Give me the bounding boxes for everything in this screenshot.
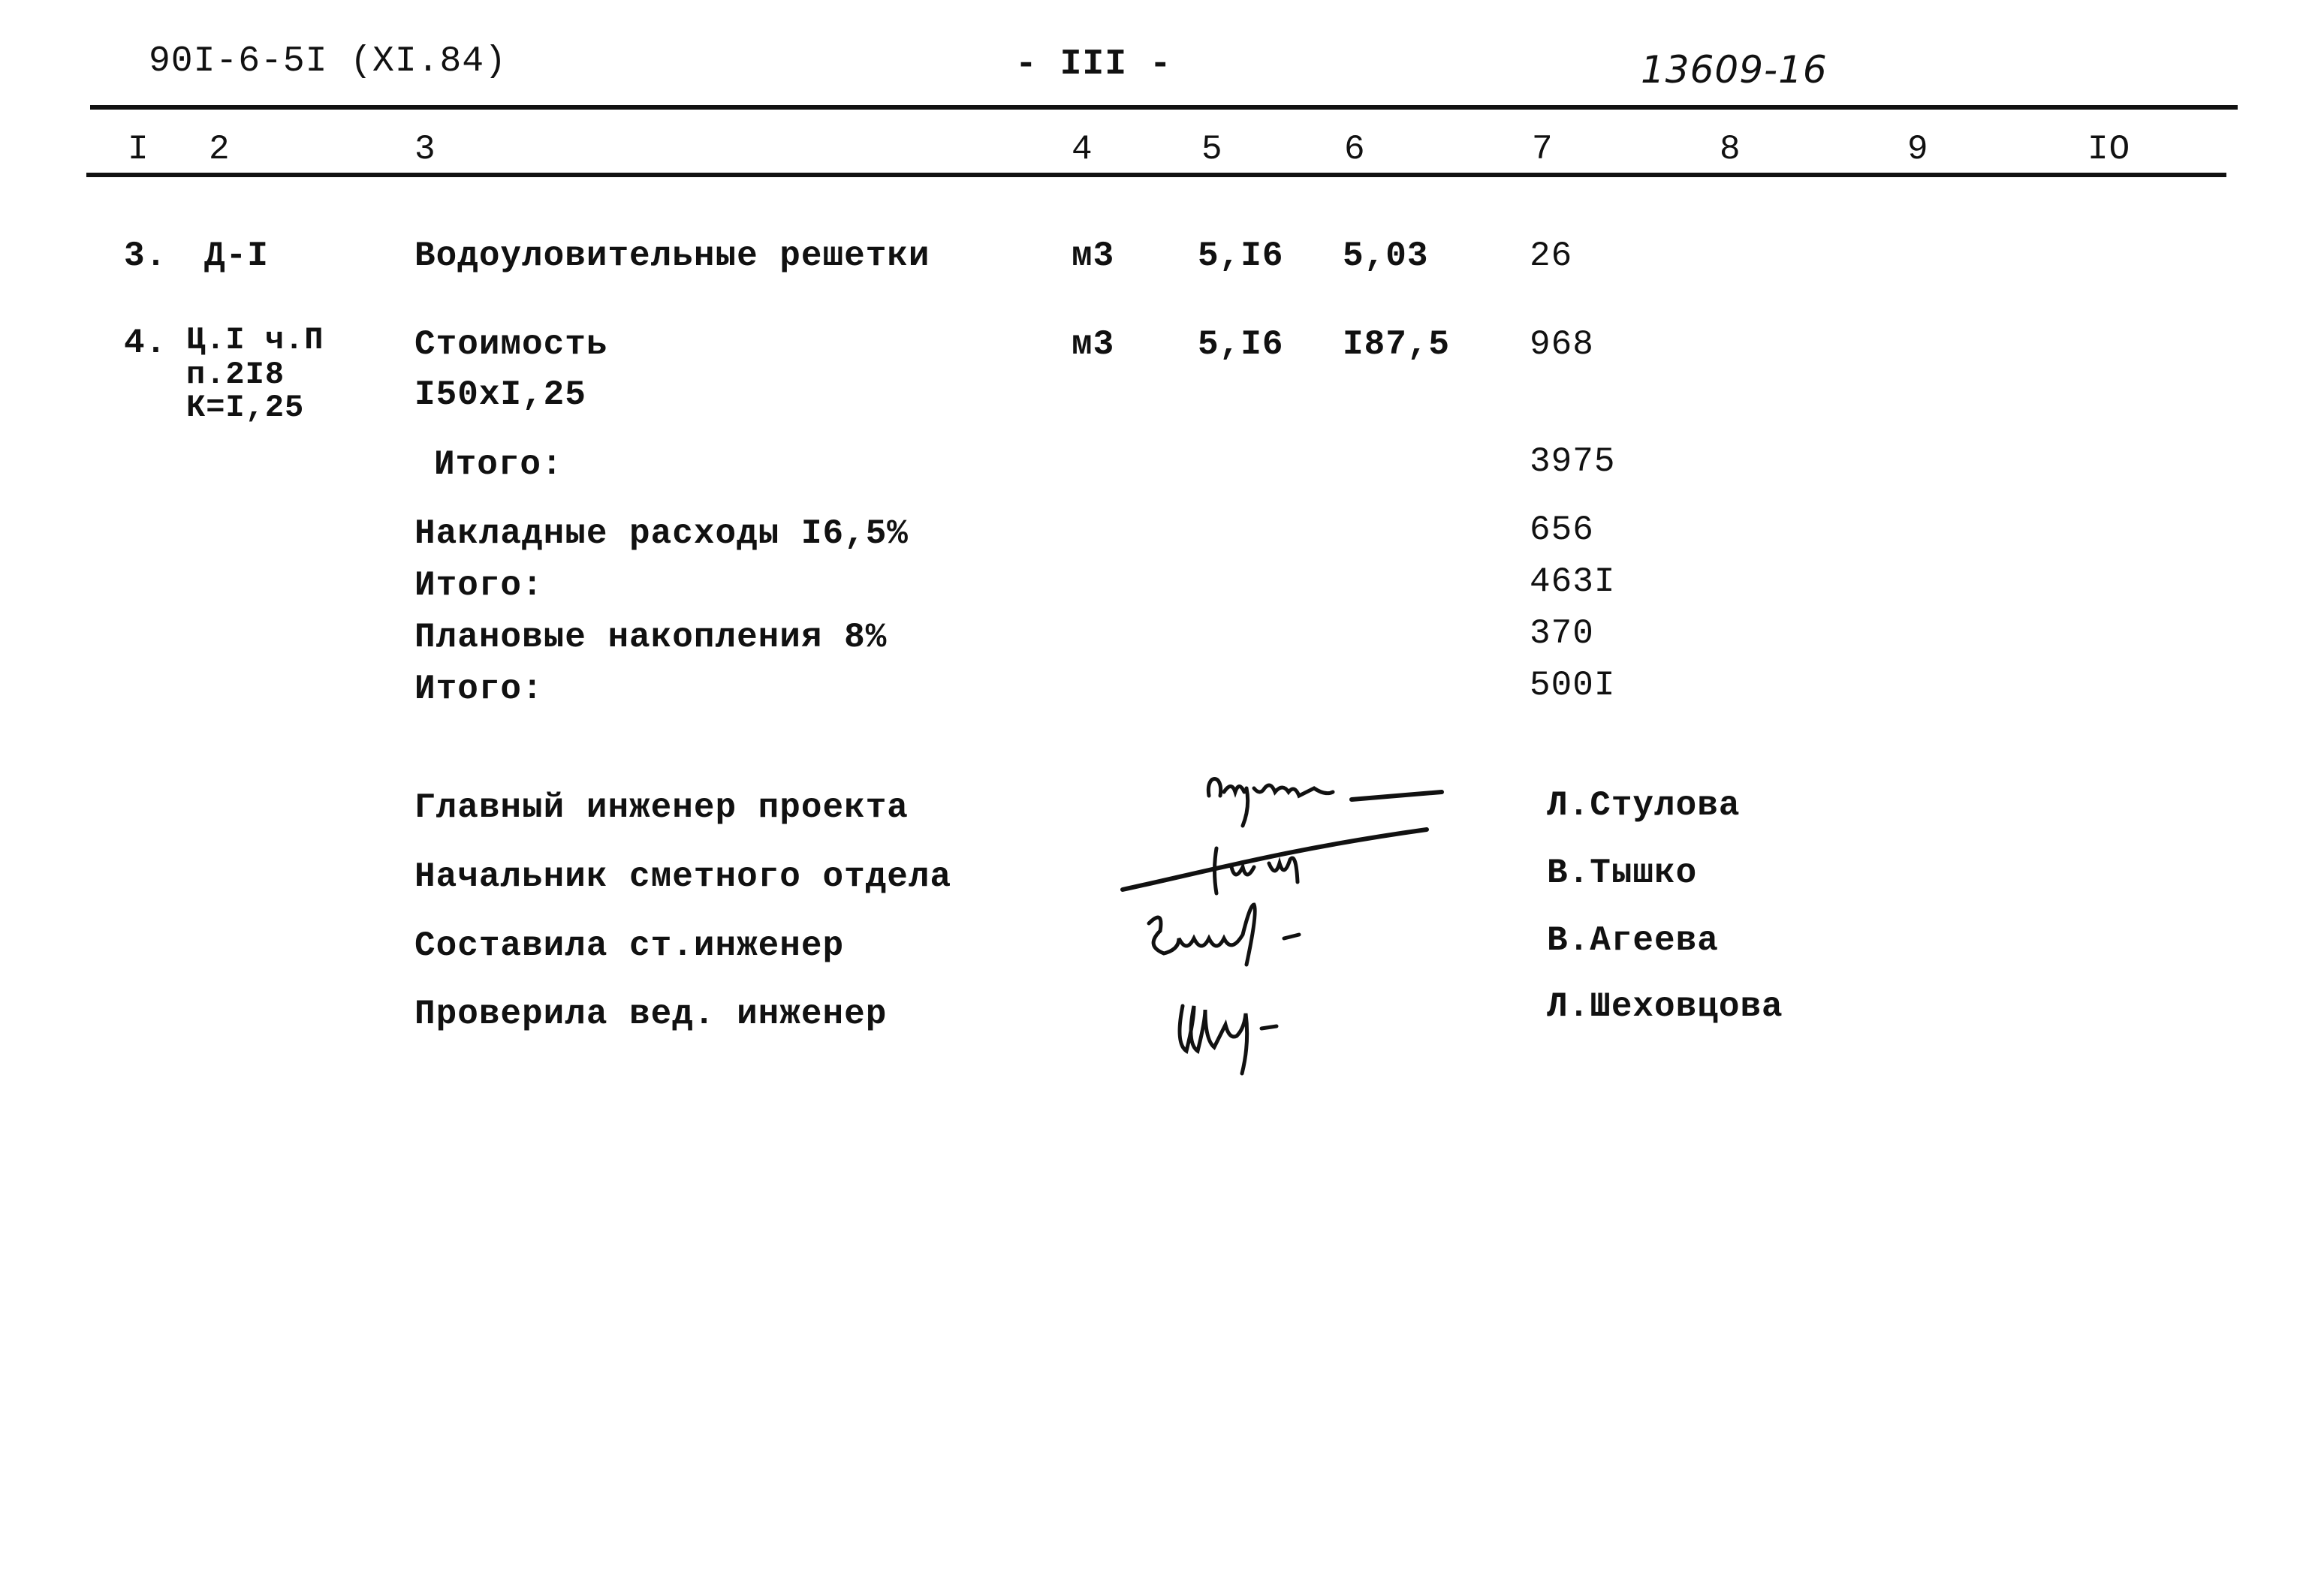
signer-role: Составила ст.инженер (414, 926, 845, 965)
signer-name: В.Тышко (1547, 854, 1698, 893)
header-rule-top (90, 105, 2238, 110)
column-header-9: 9 (1907, 130, 1929, 169)
signer-name: Л.Шеховцова (1547, 987, 1783, 1026)
column-header-10: IO (2087, 130, 2131, 169)
document-code: 90I-6-5I (XI.84) (149, 41, 507, 82)
column-header-2: 2 (209, 130, 231, 169)
overhead-label: Накладные расходы I6,5% (414, 514, 909, 553)
overhead-value: 656 (1530, 510, 1594, 550)
signer-role: Начальник сметного отдела (414, 857, 952, 896)
grand-total-value: 500I (1530, 666, 1616, 705)
signer-role: Главный инженер проекта (414, 788, 909, 827)
row-description-line-1: Стоимость (414, 325, 608, 364)
row-description-line-2: I50xI,25 (414, 375, 586, 414)
row-reference: Д-I (204, 236, 269, 276)
row-total: 26 (1530, 236, 1573, 276)
column-header-1: I (128, 130, 149, 169)
signer-role: Проверила вед. инженер (414, 995, 888, 1034)
archive-stamp: 13609-16 (1641, 48, 1828, 92)
row-reference-line-2: п.2I8 (186, 357, 285, 393)
subtotal-value: 3975 (1530, 442, 1616, 481)
row-unit-price: 5,03 (1343, 236, 1429, 276)
row-unit: м3 (1072, 325, 1115, 364)
row-quantity: 5,I6 (1198, 236, 1284, 276)
subtotal-label: Итого: (414, 566, 544, 605)
subtotal-label: Итого: (434, 445, 563, 484)
row-unit-price: I87,5 (1343, 325, 1451, 364)
column-header-8: 8 (1720, 130, 1741, 169)
header-rule-bottom (86, 173, 2226, 177)
row-description: Водоуловительные решетки (414, 236, 930, 276)
column-header-5: 5 (1201, 130, 1223, 169)
row-quantity: 5,I6 (1198, 325, 1284, 364)
column-header-4: 4 (1072, 130, 1093, 169)
row-reference-line-3: К=I,25 (186, 390, 305, 426)
row-reference-line-1: Ц.I ч.П (186, 322, 324, 358)
signer-name: Л.Стулова (1547, 786, 1741, 825)
signature-shekhovtsova-icon (1171, 991, 1322, 1077)
row-number: 3. (124, 236, 167, 276)
page-number: - III - (1015, 44, 1172, 85)
column-header-7: 7 (1532, 130, 1554, 169)
grand-total-label: Итого: (414, 670, 544, 709)
row-total: 968 (1530, 325, 1594, 364)
signer-name: В.Агеева (1547, 921, 1719, 960)
column-header-3: 3 (414, 130, 436, 169)
row-number: 4. (124, 324, 167, 363)
subtotal-value: 463I (1530, 562, 1616, 601)
row-unit: м3 (1072, 236, 1115, 276)
signature-ageeva-icon (1141, 893, 1352, 980)
column-header-6: 6 (1344, 130, 1366, 169)
planned-savings-value: 370 (1530, 614, 1594, 653)
planned-savings-label: Плановые накопления 8% (414, 618, 888, 657)
